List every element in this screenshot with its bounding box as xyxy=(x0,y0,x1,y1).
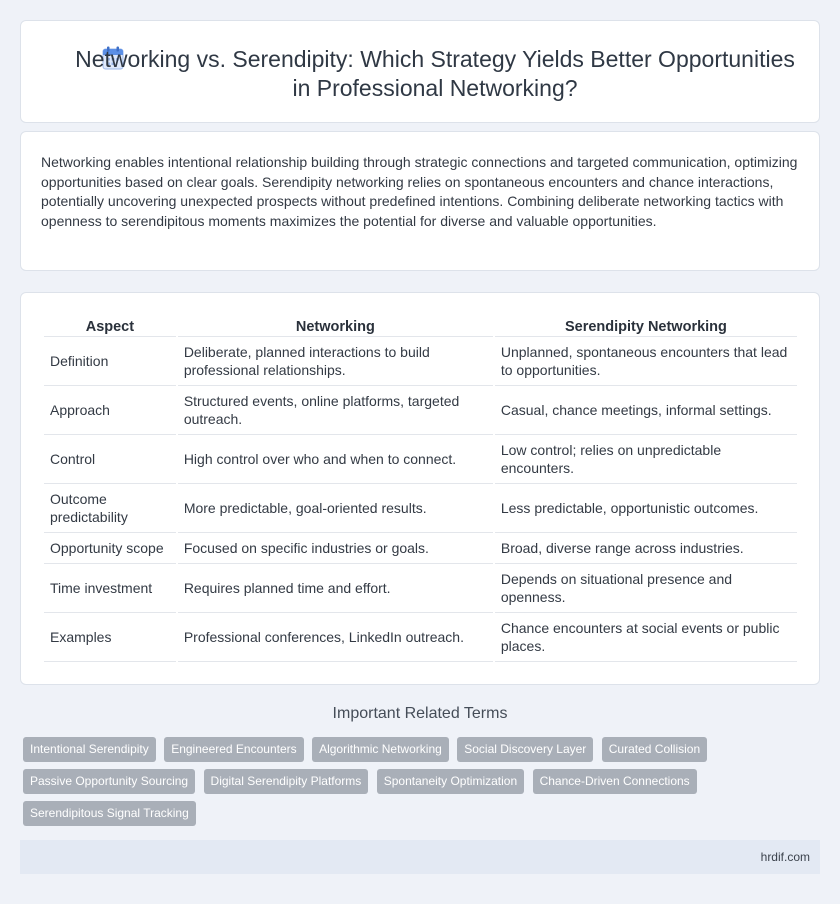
table-cell: Deliberate, planned interactions to build professional relationships. xyxy=(178,337,493,386)
table-cell: Professional conferences, LinkedIn outreach. xyxy=(178,613,493,662)
table-cell: Definition xyxy=(44,337,176,386)
table-row xyxy=(44,613,797,662)
related-term-tag[interactable]: Passive Opportunity Sourcing xyxy=(23,769,195,794)
table-cell: Casual, chance meetings, informal settings. xyxy=(495,386,797,435)
table-cell: Outcome predictability xyxy=(44,484,176,533)
related-term-tag[interactable]: Algorithmic Networking xyxy=(312,737,449,762)
column-header-aspect: Aspect xyxy=(44,315,176,337)
related-term-tag[interactable]: Engineered Encounters xyxy=(164,737,303,762)
table-row xyxy=(44,435,797,484)
table-header-row xyxy=(44,315,797,337)
related-term-tag[interactable]: Intentional Serendipity xyxy=(23,737,156,762)
table-cell: Depends on situational presence and openness. xyxy=(495,564,797,613)
page-title: Networking vs. Serendipity: Which Strategy Yields Better Opportunities in Professional Networking? xyxy=(75,46,795,101)
table-row xyxy=(44,533,797,564)
related-term-tag[interactable]: Serendipitous Signal Tracking xyxy=(23,801,196,826)
table-cell: Examples xyxy=(44,613,176,662)
column-header-networking: Networking xyxy=(178,315,493,337)
footer-site-link[interactable]: hrdif.com xyxy=(760,850,810,864)
table-cell: Approach xyxy=(44,386,176,435)
table-cell: Less predictable, opportunistic outcomes. xyxy=(495,484,797,533)
footer-bar xyxy=(20,840,820,874)
table-cell: Unplanned, spontaneous encounters that lead to opportunities. xyxy=(495,337,797,386)
related-term-tag[interactable]: Social Discovery Layer xyxy=(457,737,593,762)
table-row xyxy=(44,564,797,613)
column-header-serendipity: Serendipity Networking xyxy=(495,315,797,337)
table-row xyxy=(44,337,797,386)
related-terms-heading: Important Related Terms xyxy=(332,705,508,722)
table-cell: Structured events, online platforms, targeted outreach. xyxy=(178,386,493,435)
table-cell: Broad, diverse range across industries. xyxy=(495,533,797,564)
table-cell: Chance encounters at social events or public places. xyxy=(495,613,797,662)
related-term-tag[interactable]: Digital Serendipity Platforms xyxy=(204,769,369,794)
title-card xyxy=(20,20,820,123)
table-row xyxy=(44,484,797,533)
intro-paragraph: Networking enables intentional relationship building through strategic connections and targeted communication, optimizing opportunities based on clear goals. Serendipity networking relies on spontaneous encounters and chance interactions, potentially uncovering unexpected prospects without predefined intentions. Combining deliberate networking tactics with openness to serendipitous moments maximizes the potential for diverse and valuable opportunities. xyxy=(41,154,798,229)
related-terms-list xyxy=(23,737,723,833)
related-term-tag[interactable]: Curated Collision xyxy=(602,737,707,762)
table-cell: Focused on specific industries or goals. xyxy=(178,533,493,564)
table-cell: More predictable, goal-oriented results. xyxy=(178,484,493,533)
table-cell: High control over who and when to connect. xyxy=(178,435,493,484)
comparison-table xyxy=(42,315,799,662)
related-term-tag[interactable]: Chance-Driven Connections xyxy=(533,769,697,794)
table-cell: Opportunity scope xyxy=(44,533,176,564)
comparison-card xyxy=(20,292,820,685)
table-cell: Requires planned time and effort. xyxy=(178,564,493,613)
table-row xyxy=(44,386,797,435)
table-cell: Low control; relies on unpredictable encounters. xyxy=(495,435,797,484)
table-cell: Time investment xyxy=(44,564,176,613)
table-cell: Control xyxy=(44,435,176,484)
related-term-tag[interactable]: Spontaneity Optimization xyxy=(377,769,524,794)
intro-card xyxy=(20,131,820,271)
